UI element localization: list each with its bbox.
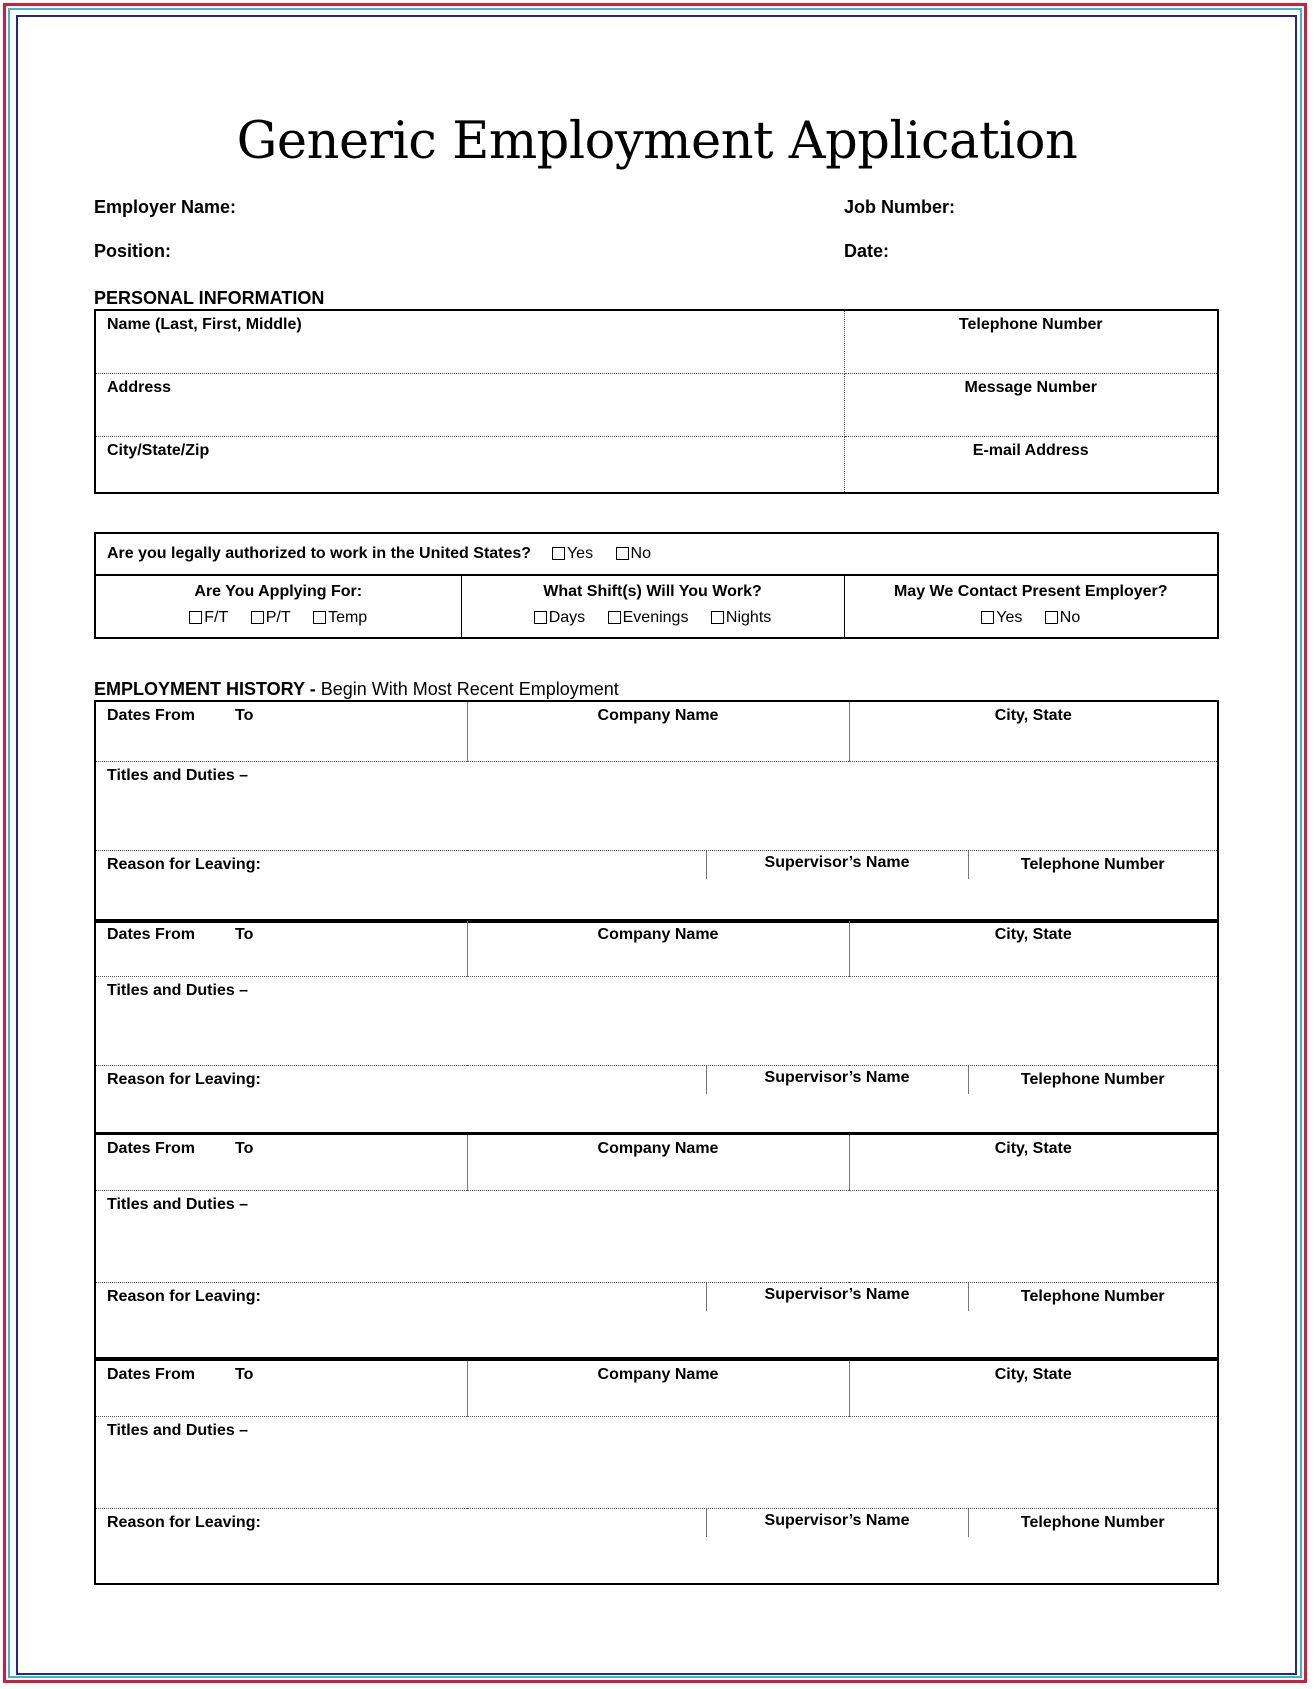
email-field[interactable]: E-mail Address: [972, 441, 1089, 459]
company-name-field[interactable]: Company Name: [467, 1134, 849, 1190]
contact-employer-cell: May We Contact Present Employer? Yes No: [893, 583, 1168, 626]
dates-field[interactable]: Dates From To: [95, 1360, 467, 1416]
city-state-field[interactable]: City, State: [849, 920, 1218, 976]
dates-field[interactable]: Dates From To: [95, 920, 467, 976]
employment-block: [94, 1133, 1219, 1359]
page-title: Generic Employment Application: [236, 112, 1078, 171]
pt-option[interactable]: P/T: [251, 609, 291, 626]
reason-row: [95, 1282, 1218, 1358]
days-option[interactable]: Days: [534, 609, 585, 626]
checkbox[interactable]: [616, 547, 629, 560]
checkbox[interactable]: [189, 611, 202, 624]
date-label: Date:: [844, 241, 890, 261]
city-state-zip-field[interactable]: City/State/Zip: [95, 436, 844, 493]
titles-duties-field[interactable]: Titles and Duties –: [95, 1190, 1218, 1282]
telephone-field[interactable]: Telephone Number: [1020, 1070, 1165, 1088]
reason-row: [95, 850, 1218, 922]
checkbox[interactable]: [552, 547, 565, 560]
contact-yes-option[interactable]: Yes: [981, 609, 1022, 626]
employment-block: [94, 700, 1219, 923]
company-name-field[interactable]: Company Name: [467, 701, 849, 761]
supervisor-field[interactable]: Supervisor’s Name: [706, 1509, 968, 1537]
authorized-yes-option[interactable]: Yes: [552, 545, 593, 562]
employment-block: [94, 1359, 1219, 1585]
telephone-field[interactable]: Telephone Number: [1020, 1513, 1165, 1531]
checkbox[interactable]: [711, 611, 724, 624]
company-name-field[interactable]: Company Name: [467, 920, 849, 976]
telephone-field[interactable]: Telephone Number: [844, 310, 1218, 373]
checkbox[interactable]: [251, 611, 264, 624]
authorized-row: Are you legally authorized to work in the United States? Yes No: [95, 533, 1218, 575]
telephone-field[interactable]: Telephone Number: [1020, 855, 1165, 873]
supervisor-field[interactable]: Supervisor’s Name: [706, 1283, 968, 1311]
applying-for-cell: Are You Applying For: F/T P/T Temp: [95, 575, 461, 638]
evenings-option[interactable]: Evenings: [608, 609, 689, 626]
checkbox[interactable]: [608, 611, 621, 624]
message-number-field[interactable]: Message Number: [844, 373, 1218, 436]
city-state-field[interactable]: City, State: [849, 1134, 1218, 1190]
reason-field[interactable]: Reason for Leaving:: [96, 1283, 706, 1311]
shift-cell: What Shift(s) Will You Work? Days Evenings Nights: [461, 575, 844, 638]
supervisor-field[interactable]: Supervisor’s Name: [706, 851, 968, 879]
checkbox[interactable]: [981, 611, 994, 624]
temp-option[interactable]: Temp: [313, 609, 367, 626]
checkbox[interactable]: [534, 611, 547, 624]
personal-info-heading: PERSONAL INFORMATION: [94, 288, 325, 308]
reason-field[interactable]: Reason for Leaving:: [96, 1066, 706, 1094]
titles-duties-field[interactable]: Titles and Duties –: [95, 976, 1218, 1065]
ft-option[interactable]: F/T: [189, 609, 228, 626]
checkbox[interactable]: [313, 611, 326, 624]
telephone-field[interactable]: Telephone Number: [1020, 1287, 1165, 1305]
job-number-label: Job Number:: [844, 197, 956, 217]
employer-name-label: Employer Name:: [94, 197, 237, 217]
name-field[interactable]: Name (Last, First, Middle): [95, 310, 844, 373]
reason-field[interactable]: Reason for Leaving:: [96, 851, 706, 879]
reason-row: [95, 1065, 1218, 1133]
checkbox[interactable]: [1045, 611, 1058, 624]
city-state-field[interactable]: City, State: [849, 1360, 1218, 1416]
address-field[interactable]: Address: [95, 373, 844, 436]
work-eligibility-table: [94, 532, 1219, 639]
city-state-field[interactable]: City, State: [849, 701, 1218, 761]
employment-history-heading: EMPLOYMENT HISTORY - Begin With Most Recent Employment: [94, 679, 619, 699]
personal-info-table: [94, 309, 1219, 494]
nights-option[interactable]: Nights: [711, 609, 771, 626]
dates-field[interactable]: Dates From To: [95, 701, 467, 761]
reason-field[interactable]: Reason for Leaving:: [96, 1509, 706, 1537]
titles-duties-field[interactable]: Titles and Duties –: [95, 761, 1218, 850]
reason-row: [95, 1508, 1218, 1584]
titles-duties-field[interactable]: Titles and Duties –: [95, 1416, 1218, 1508]
position-label: Position:: [94, 241, 171, 261]
authorized-no-option[interactable]: No: [616, 545, 651, 562]
supervisor-field[interactable]: Supervisor’s Name: [706, 1066, 968, 1094]
contact-no-option[interactable]: No: [1045, 609, 1080, 626]
company-name-field[interactable]: Company Name: [467, 1360, 849, 1416]
dates-field[interactable]: Dates From To: [95, 1134, 467, 1190]
employment-block: [94, 919, 1219, 1134]
